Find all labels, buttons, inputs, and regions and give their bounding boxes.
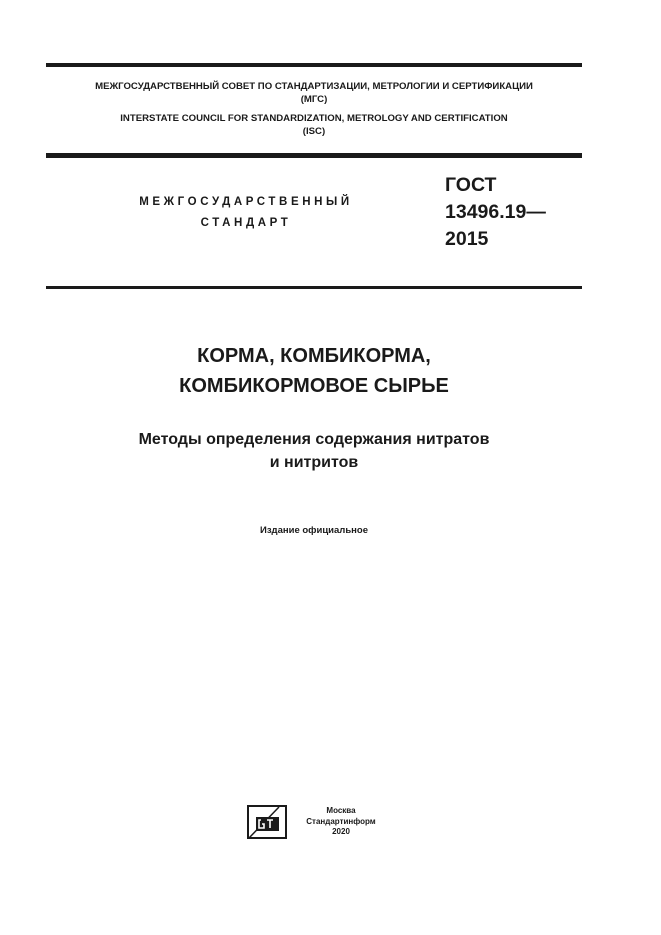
gost-number: 13496.19— [445,201,546,223]
document-subtitle [46,428,582,474]
gost-designation [445,172,546,253]
bottom-rule [46,286,582,289]
council-abbr-ru: (МГС) [300,94,328,105]
publisher-logo-icon [247,805,287,839]
council-abbr-en: (ISC) [302,126,326,137]
standard-kind [110,192,382,234]
document-title-line1: КОРМА, КОМБИКОРМА, [197,345,431,367]
document-subtitle-line2: и нитритов [269,454,359,471]
gost-prefix: ГОСТ [445,174,497,196]
council-name-ru-line: МЕЖГОСУДАРСТВЕННЫЙ СОВЕТ ПО СТАНДАРТИЗАЦИИ, МЕТРОЛОГИИ И СЕРТИФИКАЦИИ [95,81,533,92]
middle-rule [46,153,582,158]
standard-kind-line1: МЕЖГОСУДАРСТВЕННЫЙ [139,196,353,208]
publisher-info [296,806,386,838]
council-name-en [46,112,582,138]
publisher-name: Стандартинформ [306,816,376,826]
council-name-ru [46,80,582,106]
document-title [46,341,582,401]
publisher-year: 2020 [332,827,350,836]
gost-year: 2015 [445,228,489,250]
council-name-en-line: INTERSTATE COUNCIL FOR STANDARDIZATION, METROLOGY AND CERTIFICATION [120,113,508,124]
document-subtitle-line1: Методы определения содержания нитратов [138,431,490,448]
publisher-city: Москва [326,806,356,815]
standard-kind-line2: СТАНДАРТ [200,217,292,229]
top-rule [46,63,582,67]
document-title-line2: КОМБИКОРМОВОЕ СЫРЬЕ [179,375,449,397]
edition-label: Издание официальное [260,525,368,536]
